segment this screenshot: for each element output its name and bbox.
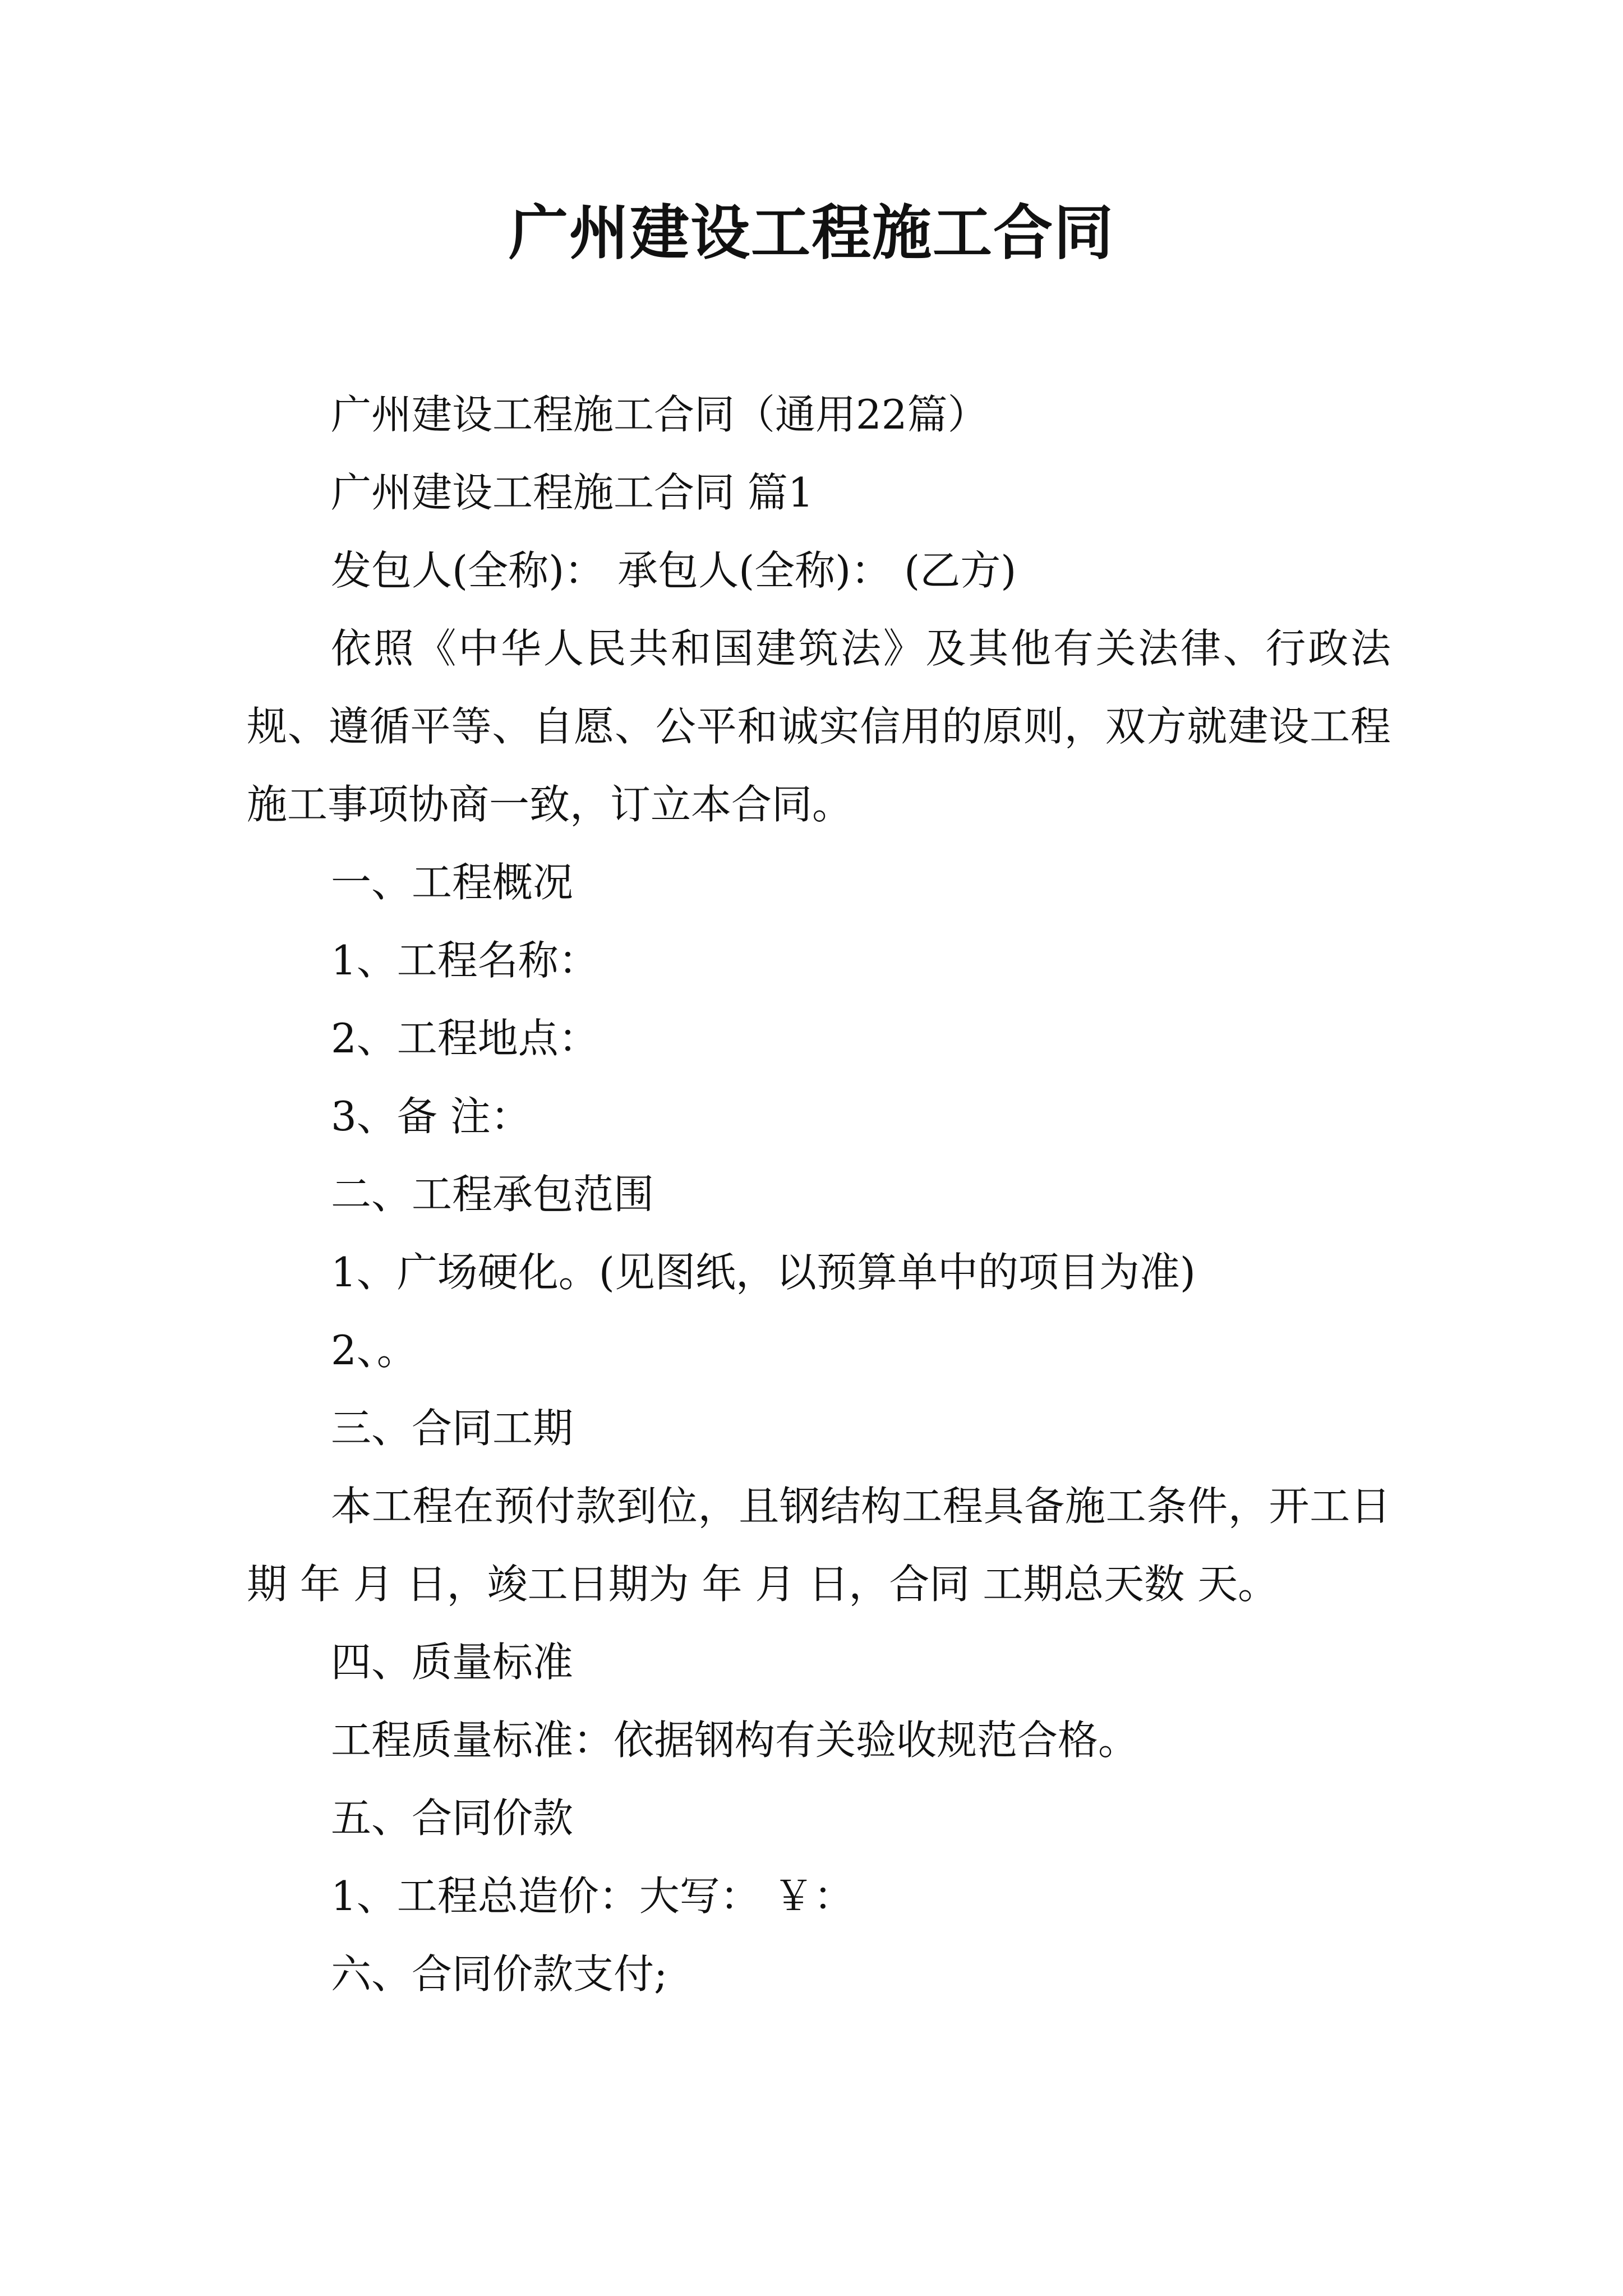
paragraph-preamble: 依照《中华人民共和国建筑法》及其他有关法律、行政法规、遵循平等、自愿、公平和诚实信用的原则，双方就建设工程施工事项协商一致，订立本合同。 [247, 625, 1391, 828]
heading-contract-price: 五、合同价款 [331, 1795, 574, 1842]
item-remarks: 3、备 注： [331, 1093, 531, 1140]
item-total-cost: 1、工程总造价：大写： ￥： [331, 1872, 854, 1920]
document-body [247, 376, 1391, 2013]
heading-project-overview: 一、工程概况 [331, 859, 574, 906]
paragraph-collection-title: 广州建设工程施工合同（通用22篇） [331, 391, 988, 438]
heading-contract-period: 三、合同工期 [331, 1405, 574, 1452]
paragraph-contract-period: 本工程在预付款到位，且钢结构工程具备施工条件，开工日 期 年 月 日，竣工日期为 年 月 日，合同 工期总天数 天。 [247, 1483, 1391, 1608]
item-scope-2: 2、。 [331, 1327, 417, 1374]
paragraph-section-heading: 广州建设工程施工合同 篇1 [331, 469, 814, 516]
document-title: 广州建设工程施工合同 [509, 197, 1114, 268]
paragraph-parties: 发包人(全称)： 承包人(全称)： (乙方) [331, 547, 1017, 594]
item-project-location: 2、工程地点： [331, 1015, 599, 1062]
item-scope-1: 1、广场硬化。(见图纸，以预算单中的项目为准) [331, 1249, 1196, 1296]
paragraph-quality-standard: 工程质量标准：依据钢构有关验收规范合格。 [331, 1717, 1139, 1764]
item-project-name: 1、工程名称： [331, 937, 599, 984]
heading-scope: 二、工程承包范围 [331, 1171, 654, 1218]
heading-payment: 六、合同价款支付; [331, 1950, 668, 1998]
heading-quality-standard: 四、质量标准 [331, 1639, 574, 1686]
